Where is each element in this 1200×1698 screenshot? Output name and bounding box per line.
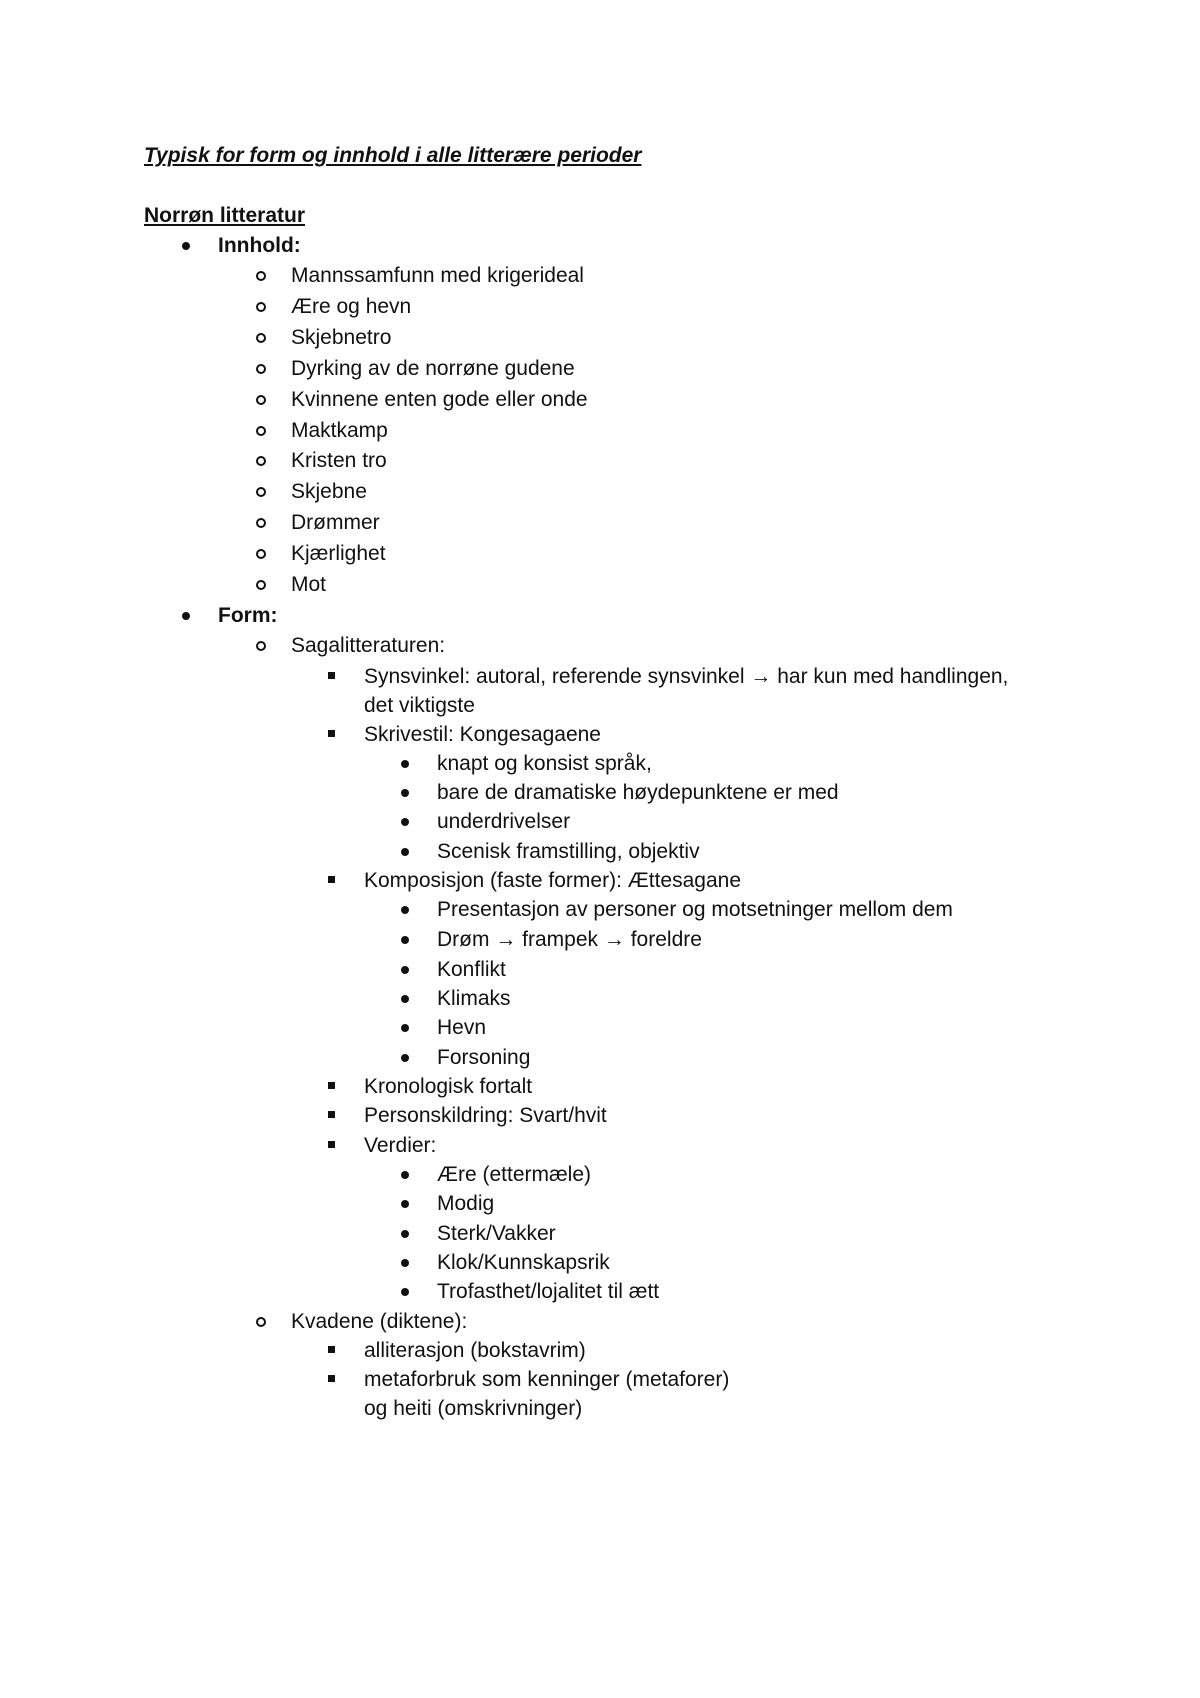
bullet-disc-icon <box>401 1054 409 1062</box>
bullet-disc-icon <box>401 848 409 856</box>
bullet-circle-icon <box>256 1317 266 1327</box>
bullet-disc-icon <box>401 1200 409 1208</box>
bullet-square-icon <box>328 730 335 737</box>
bullet-square-icon <box>328 1082 335 1089</box>
bullet-circle-icon <box>256 487 266 497</box>
arrow-right-icon: → <box>603 928 625 951</box>
bullet-square-icon <box>328 1111 335 1118</box>
bullet-circle-icon <box>256 364 266 374</box>
bullet-disc-icon <box>182 242 190 250</box>
bullet-disc-icon <box>401 1288 409 1296</box>
bullet-square-icon <box>328 876 335 883</box>
bullet-disc-icon <box>182 612 190 620</box>
bullet-circle-icon <box>256 580 266 590</box>
bullet-circle-icon <box>256 395 266 405</box>
bullet-disc-icon <box>401 995 409 1003</box>
page-title: Typisk for form og innhold i alle litterære perioder <box>144 144 642 167</box>
bullet-circle-icon <box>256 518 266 528</box>
bullet-disc-icon <box>401 760 409 768</box>
bullet-square-icon <box>328 1346 335 1353</box>
bullet-disc-icon <box>401 906 409 914</box>
bullet-disc-icon <box>401 1024 409 1032</box>
arrow-right-icon: → <box>495 928 517 951</box>
section-heading: Norrøn litteratur <box>144 204 306 227</box>
bullet-disc-icon <box>401 789 409 797</box>
bullet-circle-icon <box>256 426 266 436</box>
bullet-disc-icon <box>401 1259 409 1267</box>
bullet-disc-icon <box>401 1230 409 1238</box>
bullet-circle-icon <box>256 456 266 466</box>
arrow-right-icon: → <box>750 665 772 688</box>
bullet-square-icon <box>328 672 335 679</box>
bullet-circle-icon <box>256 271 266 281</box>
bullet-disc-icon <box>401 1171 409 1179</box>
bullet-square-icon <box>328 1375 335 1382</box>
bullet-disc-icon <box>401 936 409 944</box>
bullet-disc-icon <box>401 966 409 974</box>
bullet-circle-icon <box>256 641 266 651</box>
document-page: Typisk for form og innhold i alle litterære perioder Norrøn litteratur Innhold: Mannssamfunn med krigerideal Ære og hevn Skjebnetro Dyrking av de norrøne gudene Kvinnene enten gode eller onde Maktkamp Kristen tro Skjebne Drømmer Kjærlighet Mot Form: Sagalitteraturen: Synsvinkel: autoral, referende synsvinkel → har kun med handlingen, det viktigste Skrivestil: Kongesagaene knapt og konsist språk, bare de dramatiske høydepunktene er med underdrivelser Scenisk framstilling, objektiv Komposisjon (faste former): Ættesagane Presentasjon av personer og motsetninger mellom dem Drøm → frampek → foreldre Konflikt Klimaks Hevn Forsoning Kronologisk fortalt Personskildring: Svart/hvit Verdier: Ære (ettermæle) Modig Sterk/Vakker Klok/Kunnskapsrik Trofasthet/lojalitet til ætt Kvadene (diktene): alliterasjon (bokstavrim) metaforbruk som kenninger (metaforer) og heiti (omskrivninger) <box>144 144 1009 1420</box>
bullet-circle-icon <box>256 549 266 559</box>
bullet-circle-icon <box>256 302 266 312</box>
bullet-disc-icon <box>401 818 409 826</box>
bullet-square-icon <box>328 1141 335 1148</box>
bullet-circle-icon <box>256 333 266 343</box>
